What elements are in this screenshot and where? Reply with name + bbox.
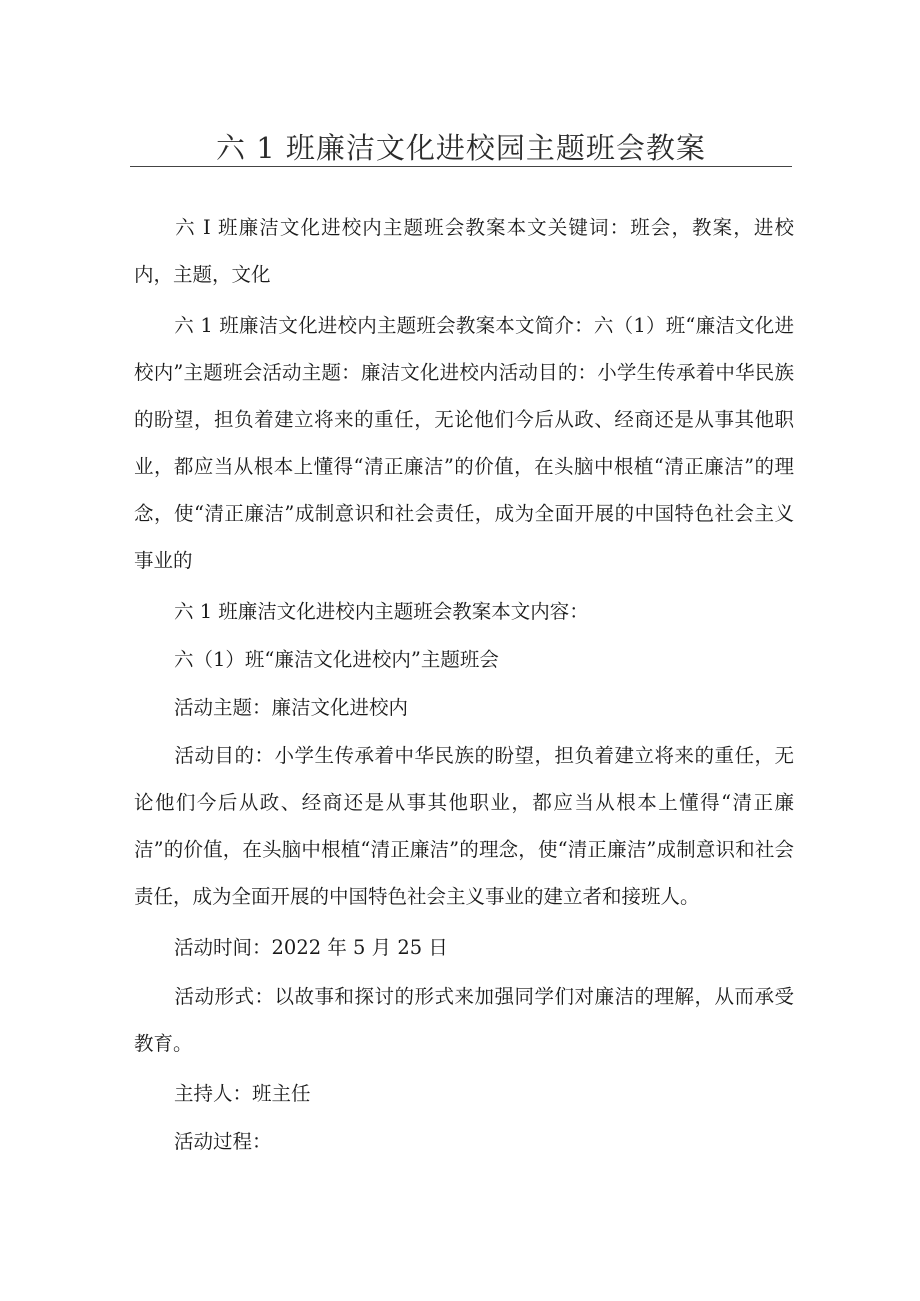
paragraph-text: 六（1）班“廉洁文化进校内”主题班会 [174, 648, 499, 671]
paragraph-text: 六 1 班廉洁文化进校内主题班会教案本文简介：六（1）班“廉洁文化进校内”主题班会活动主题：廉洁文化进校内活动目的：小学生传承着中华民族的盼望，担负着建立将来的重任，无论他们今后从政、经商还是从事其他职业，都应当从根本上懂得“清正廉洁”的价值，在头脑中根植“清正廉洁”的理念，使“清正廉洁”成制意识和社会责任，成为全面开展的中国特色社会主义事业的 [134, 314, 794, 572]
title-underline [130, 166, 792, 167]
paragraph-text: 主持人：班主任 [174, 1082, 311, 1105]
paragraph-activity-purpose [134, 732, 794, 920]
paragraph-text: 活动目的：小学生传承着中华民族的盼望，担负着建立将来的重任，无论他们今后从政、经商还是从事其他职业，都应当从根本上懂得“清正廉洁”的价值，在头脑中根植“清正廉洁”的理念，使“清正廉洁”成制意识和社会责任，成为全面开展的中国特色社会主义事业的建立者和接班人。 [134, 744, 794, 908]
paragraph-activity-time [134, 924, 794, 971]
paragraph-activity-process [134, 1118, 794, 1165]
paragraph-text: 活动过程： [174, 1130, 272, 1153]
paragraph-summary [134, 302, 794, 584]
paragraph-text: 活动时间：2022 年 5 月 25 日 [174, 936, 448, 959]
paragraph-content-heading [134, 588, 794, 635]
paragraph-host [134, 1070, 794, 1117]
paragraph-text: 活动主题：廉洁文化进校内 [174, 696, 409, 719]
paragraph-text: 活动形式：以故事和探讨的形式来加强同学们对廉洁的理解，从而承受教育。 [134, 985, 794, 1055]
paragraph-text: 六 1 班廉洁文化进校内主题班会教案本文内容： [174, 600, 589, 623]
document-title: 六 1 班廉洁文化进校园主题班会教案 [216, 131, 706, 165]
paragraph-keywords [134, 204, 794, 298]
paragraph-text: 六 I 班廉洁文化进校内主题班会教案本文关键词：班会，教案，进校内，主题，文化 [134, 216, 794, 286]
paragraph-activity-theme [134, 684, 794, 731]
paragraph-activity-format [134, 973, 794, 1067]
paragraph-class-meeting-title [134, 636, 794, 683]
